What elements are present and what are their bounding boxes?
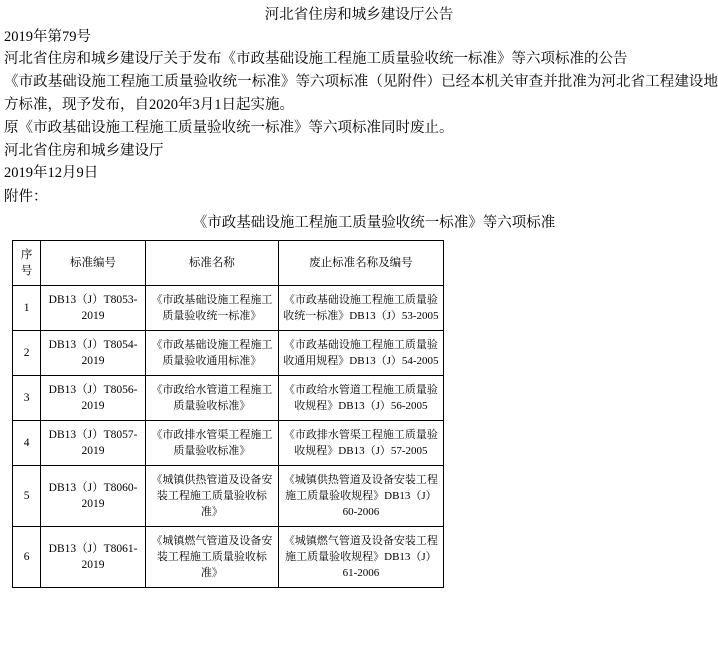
cell-seq: 3 (13, 376, 41, 421)
attachment-title: 《市政基础设施工程施工质量验收统一标准》等六项标准 (192, 215, 556, 231)
standards-table-wrapper (12, 240, 444, 588)
cell-code: DB13（J）T8053-2019 (41, 286, 146, 331)
cell-seq: 5 (13, 466, 41, 527)
cell-code: DB13（J）T8054-2019 (41, 331, 146, 376)
cell-abolished: 《城镇燃气管道及设备安装工程施工质量验收规程》DB13（J）61-2006 (278, 527, 443, 588)
cell-code: DB13（J）T8056-2019 (41, 376, 146, 421)
cell-seq: 2 (13, 331, 41, 376)
table-row (13, 376, 444, 421)
table-row (13, 527, 444, 588)
cell-name: 《城镇供热管道及设备安装工程施工质量验收标准》 (145, 466, 278, 527)
cell-seq: 6 (13, 527, 41, 588)
issue-date: 2019年12月9日 (4, 165, 99, 181)
paragraph-body: 《市政基础设施工程施工质量验收统一标准》等六项标准（见附件）已经本机关审查并批准为河北省工程建设地方标准，现予发布，自2020年3月1日起实施。 (4, 74, 718, 113)
cell-abolished: 《市政排水管渠工程施工质量验收规程》DB13（J）57-2005 (278, 421, 443, 466)
document-number: 2019年第79号 (4, 29, 91, 45)
cell-name: 《城镇燃气管道及设备安装工程施工质量验收标准》 (145, 527, 278, 588)
attachment-label: 附件： (4, 189, 48, 205)
cell-seq: 4 (13, 421, 41, 466)
cell-name: 《市政基础设施工程施工质量验收统一标准》 (145, 286, 278, 331)
table-row (13, 466, 444, 527)
column-header-abolished: 废止标准名称及编号 (278, 241, 443, 286)
cell-code: DB13（J）T8060-2019 (41, 466, 146, 527)
cell-seq: 1 (13, 286, 41, 331)
paragraph-abolish-notice: 原《市政基础设施工程施工质量验收统一标准》等六项标准同时废止。 (4, 120, 454, 136)
cell-name: 《市政排水管渠工程施工质量验收标准》 (145, 421, 278, 466)
page-title: 河北省住房和城乡建设厅公告 (264, 7, 454, 23)
cell-abolished: 《市政基础设施工程施工质量验收统一标准》DB13（J）53-2005 (278, 286, 443, 331)
cell-name: 《市政给水管道工程施工质量验收标准》 (145, 376, 278, 421)
issuing-authority: 河北省住房和城乡建设厅 (4, 143, 164, 159)
cell-code: DB13（J）T8057-2019 (41, 421, 146, 466)
standards-table (12, 240, 444, 588)
cell-abolished: 《市政基础设施工程施工质量验收通用规程》DB13（J）54-2005 (278, 331, 443, 376)
column-header-seq: 序号 (13, 241, 41, 286)
document-page (0, 4, 718, 668)
column-header-code: 标准编号 (41, 241, 146, 286)
table-row (13, 421, 444, 466)
column-header-name: 标准名称 (145, 241, 278, 286)
cell-code: DB13（J）T8061-2019 (41, 527, 146, 588)
cell-name: 《市政基础设施工程施工质量验收通用标准》 (145, 331, 278, 376)
table-header-row (13, 241, 444, 286)
cell-abolished: 《城镇供热管道及设备安装工程施工质量验收规程》DB13（J）60-2006 (278, 466, 443, 527)
paragraph-subject: 河北省住房和城乡建设厅关于发布《市政基础设施工程施工质量验收统一标准》等六项标准的公告 (4, 51, 628, 67)
cell-abolished: 《市政给水管道工程施工质量验收规程》DB13（J）56-2005 (278, 376, 443, 421)
table-row (13, 286, 444, 331)
table-row (13, 331, 444, 376)
